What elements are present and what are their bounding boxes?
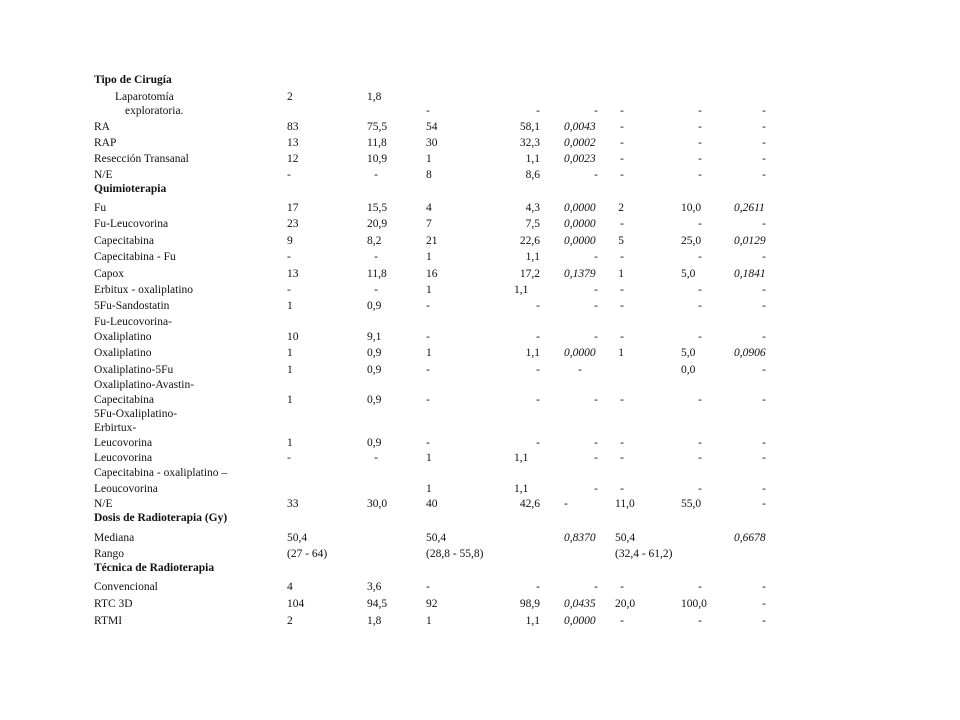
cell-pvalue: 0,8370 xyxy=(564,532,596,544)
cell-n2: 21 xyxy=(426,235,438,247)
cell-n1: 1 xyxy=(287,394,293,406)
row-label: 5Fu-Sandostatin xyxy=(94,300,170,312)
cell-pvalue3: - xyxy=(762,581,766,593)
cell-n3: - xyxy=(620,218,624,230)
cell-p3: 5,0 xyxy=(681,268,696,280)
cell-n3: - xyxy=(620,437,624,449)
cell-pvalue: - xyxy=(594,105,598,117)
cell-n1: 10 xyxy=(287,331,299,343)
cell-pvalue: 0,0000 xyxy=(564,202,596,214)
cell-n2: 1 xyxy=(426,452,432,464)
cell-n3: - xyxy=(620,137,624,149)
cell-n3: - xyxy=(620,452,624,464)
cell-p1: 11,8 xyxy=(367,137,387,149)
cell-pvalue3: - xyxy=(762,483,766,495)
cell-p1: - xyxy=(374,251,378,263)
cell-n1: 13 xyxy=(287,268,299,280)
cell-pvalue3: - xyxy=(762,153,766,165)
cell-p3: - xyxy=(698,437,702,449)
cell-n3: - xyxy=(620,121,624,133)
cell-n1: 1 xyxy=(287,437,293,449)
row-label: N/E xyxy=(94,169,113,181)
cell-pvalue: 0,0000 xyxy=(564,235,596,247)
cell-p3: 25,0 xyxy=(681,235,702,247)
cell-n1: 1 xyxy=(287,364,293,376)
cell-pvalue: - xyxy=(594,394,598,406)
cell-pvalue3: 0,2611 xyxy=(734,202,765,214)
cell-p2: 4,3 xyxy=(525,202,540,214)
cell-p1: 10,9 xyxy=(367,153,388,165)
row-label: 5Fu-Oxaliplatino- xyxy=(94,408,178,420)
cell-n1: - xyxy=(287,169,291,181)
cell-p1: 1,8 xyxy=(367,615,382,627)
cell-p3: 5,0 xyxy=(681,347,696,359)
cell-p2: - xyxy=(536,331,540,343)
cell-p3: - xyxy=(698,153,702,165)
cell-p3: - xyxy=(698,452,702,464)
cell-n3: - xyxy=(620,169,624,181)
cell-pvalue3: - xyxy=(762,137,766,149)
cell-pvalue3: - xyxy=(762,169,766,181)
cell-pvalue: - xyxy=(594,331,598,343)
cell-n1: 2 xyxy=(287,615,293,627)
cell-n2: 1 xyxy=(426,153,432,165)
cell-n3: - xyxy=(620,105,624,117)
cell-p3: - xyxy=(698,300,702,312)
cell-n2: 1 xyxy=(426,284,432,296)
cell-pvalue: - xyxy=(594,483,598,495)
cell-p3: - xyxy=(698,218,702,230)
cell-p1: 8,2 xyxy=(367,235,382,247)
cell-n1: 12 xyxy=(287,153,299,165)
row-label: Capecitabina xyxy=(94,235,155,247)
cell-pvalue: 0,0002 xyxy=(564,137,596,149)
cell-n1: 104 xyxy=(287,598,305,610)
cell-p3: 10,0 xyxy=(681,202,702,214)
cell-n2: 1 xyxy=(426,251,432,263)
row-label-cont: Leoucovorina xyxy=(94,483,158,495)
cell-p2: 22,6 xyxy=(519,235,540,247)
cell-p3: - xyxy=(698,121,702,133)
cell-pvalue: 0,0000 xyxy=(564,218,596,230)
cell-pvalue3: - xyxy=(762,300,766,312)
cell-p1: 0,9 xyxy=(367,300,382,312)
cell-n2: 30 xyxy=(426,137,438,149)
cell-pvalue3: 0,1841 xyxy=(734,268,766,280)
row-label: RTMI xyxy=(94,615,123,627)
cell-p1: 1,8 xyxy=(367,91,382,103)
cell-p1: - xyxy=(374,284,378,296)
cell-pvalue: - xyxy=(594,300,598,312)
cell-n2: - xyxy=(426,105,430,117)
cell-pvalue: 0,0435 xyxy=(564,598,596,610)
cell-p1: - xyxy=(374,169,378,181)
cell-n1: - xyxy=(287,284,291,296)
cell-n3: 1 xyxy=(618,347,624,359)
cell-p1: 94,5 xyxy=(367,598,388,610)
cell-p1: 20,9 xyxy=(367,218,388,230)
cell-pvalue3: - xyxy=(762,121,766,133)
cell-p2: 17,2 xyxy=(519,268,540,280)
cell-p1: 0,9 xyxy=(367,347,382,359)
cell-p2: - xyxy=(536,105,540,117)
cell-n1: 17 xyxy=(287,202,299,214)
cell-p2: - xyxy=(536,394,540,406)
cell-n1: 23 xyxy=(287,218,299,230)
row-label: RTC 3D xyxy=(94,598,133,610)
cell-p2: - xyxy=(536,581,540,593)
cell-p3: - xyxy=(698,284,702,296)
cell-n2: (28,8 - 55,8) xyxy=(426,548,484,560)
cell-n2: 1 xyxy=(426,615,432,627)
cell-n2: 54 xyxy=(426,121,438,133)
cell-p1: 75,5 xyxy=(367,121,388,133)
cell-n1: - xyxy=(287,452,291,464)
cell-n1: 4 xyxy=(287,581,293,593)
cell-pvalue: 0,1379 xyxy=(564,268,596,280)
cell-n1: 2 xyxy=(287,91,293,103)
cell-p2: 1,1 xyxy=(525,615,540,627)
cell-n2: - xyxy=(426,300,430,312)
cell-pvalue3: - xyxy=(762,105,766,117)
cell-pvalue3: - xyxy=(762,364,766,376)
cell-n3: 11,0 xyxy=(615,498,635,510)
cell-pvalue3: - xyxy=(762,331,766,343)
cell-n2: - xyxy=(426,437,430,449)
cell-p2: - xyxy=(536,300,540,312)
cell-n2: 16 xyxy=(426,268,438,280)
cell-n3: - xyxy=(620,284,624,296)
section-title-quimio: Quimioterapia xyxy=(94,183,167,195)
cell-p2: 7,5 xyxy=(525,218,540,230)
cell-n3: - xyxy=(620,251,624,263)
cell-pvalue3: - xyxy=(762,251,766,263)
cell-n3: - xyxy=(620,394,624,406)
row-label: Laparotomía xyxy=(115,91,174,103)
section-title-dosis: Dosis de Radioterapia (Gy) xyxy=(94,512,228,524)
row-label: Capecitabina - Fu xyxy=(94,251,176,263)
cell-n2: 4 xyxy=(426,202,432,214)
cell-p3: - xyxy=(698,169,702,181)
cell-n3: - xyxy=(620,615,624,627)
cell-pvalue: 0,0000 xyxy=(564,615,596,627)
row-label: Fu xyxy=(94,202,107,214)
cell-pvalue: - xyxy=(594,251,598,263)
row-label: Fu-Leucovorina- xyxy=(94,316,172,328)
row-label: Capecitabina - oxaliplatino – xyxy=(94,467,228,479)
cell-n1: 1 xyxy=(287,347,293,359)
cell-n3: 1 xyxy=(618,268,624,280)
cell-p1: 30,0 xyxy=(367,498,388,510)
cell-p2: - xyxy=(536,437,540,449)
row-label: RAP xyxy=(94,137,117,149)
cell-p3: - xyxy=(698,615,702,627)
cell-p1: 0,9 xyxy=(367,394,382,406)
cell-n2: 8 xyxy=(426,169,432,181)
row-label: Mediana xyxy=(94,532,135,544)
cell-pvalue3: - xyxy=(762,452,766,464)
cell-p3: - xyxy=(698,137,702,149)
row-label: Oxaliplatino-Avastin- xyxy=(94,379,195,391)
row-label-cont: Capecitabina xyxy=(94,394,155,406)
cell-p3: 55,0 xyxy=(681,498,702,510)
cell-p1: 0,9 xyxy=(367,364,382,376)
cell-n2: - xyxy=(426,581,430,593)
cell-pvalue: - xyxy=(578,364,582,376)
cell-p1: - xyxy=(374,452,378,464)
cell-n2: 50,4 xyxy=(426,532,447,544)
row-label-cont: exploratoria. xyxy=(125,105,184,117)
cell-n3: (32,4 - 61,2) xyxy=(615,548,673,560)
cell-p2: 8,6 xyxy=(525,169,540,181)
row-label: Leucovorina xyxy=(94,452,153,464)
cell-p3: - xyxy=(698,394,702,406)
cell-n1: 83 xyxy=(287,121,299,133)
cell-p2: 1,1 xyxy=(525,347,540,359)
cell-p3: 0,0 xyxy=(681,364,696,376)
cell-p1: 9,1 xyxy=(367,331,382,343)
cell-n3: 50,4 xyxy=(615,532,636,544)
cell-n1: 33 xyxy=(287,498,299,510)
row-label: N/E xyxy=(94,498,113,510)
cell-n1: 50,4 xyxy=(287,532,308,544)
cell-p1: 15,5 xyxy=(367,202,388,214)
cell-pvalue3: - xyxy=(762,615,766,627)
cell-pvalue: - xyxy=(564,498,568,510)
cell-p2: 98,9 xyxy=(519,598,540,610)
cell-n3: - xyxy=(620,581,624,593)
cell-p2: 1,1 xyxy=(514,452,529,464)
cell-n2: - xyxy=(426,394,430,406)
cell-pvalue3: - xyxy=(762,598,766,610)
cell-p3: - xyxy=(698,581,702,593)
row-label: Convencional xyxy=(94,581,158,593)
cell-p2: 42,6 xyxy=(519,498,540,510)
cell-pvalue: - xyxy=(594,452,598,464)
row-label-cont: Oxaliplatino xyxy=(94,331,152,343)
cell-pvalue3: - xyxy=(762,284,766,296)
row-label: Erbitux - oxaliplatino xyxy=(94,284,194,296)
row-label: Oxaliplatino xyxy=(94,347,152,359)
cell-n2: - xyxy=(426,331,430,343)
cell-n2: 92 xyxy=(426,598,438,610)
cell-n1: 1 xyxy=(287,300,293,312)
cell-p1: 0,9 xyxy=(367,437,382,449)
section-title-cirugia: Tipo de Cirugía xyxy=(94,74,172,86)
cell-p2: 58,1 xyxy=(519,121,540,133)
cell-pvalue3: - xyxy=(762,437,766,449)
cell-pvalue: 0,0000 xyxy=(564,347,596,359)
cell-pvalue: 0,0023 xyxy=(564,153,596,165)
cell-pvalue: - xyxy=(594,284,598,296)
row-label-cont: Leucovorina xyxy=(94,437,153,449)
cell-pvalue3: 0,0906 xyxy=(734,347,766,359)
cell-n1: 13 xyxy=(287,137,299,149)
cell-n1: (27 - 64) xyxy=(287,548,328,560)
cell-pvalue3: - xyxy=(762,498,766,510)
cell-n2: - xyxy=(426,364,430,376)
cell-pvalue: - xyxy=(594,169,598,181)
cell-p2: 32,3 xyxy=(519,137,540,149)
row-label: RA xyxy=(94,121,110,133)
cell-p3: - xyxy=(698,483,702,495)
cell-n1: - xyxy=(287,251,291,263)
cell-p1: 3,6 xyxy=(367,581,382,593)
cell-p1: 11,8 xyxy=(367,268,387,280)
cell-n3: 5 xyxy=(618,235,624,247)
cell-p2: - xyxy=(536,364,540,376)
row-label: Capox xyxy=(94,268,125,280)
cell-n2: 7 xyxy=(426,218,432,230)
cell-pvalue3: 0,6678 xyxy=(734,532,766,544)
cell-n3: 2 xyxy=(618,202,624,214)
cell-p2: 1,1 xyxy=(525,251,540,263)
cell-p3: 100,0 xyxy=(681,598,707,610)
cell-n2: 1 xyxy=(426,347,432,359)
row-label: Rango xyxy=(94,548,125,560)
cell-p3: - xyxy=(698,331,702,343)
row-label-cont: Erbirtux- xyxy=(94,422,137,434)
cell-n3: - xyxy=(620,153,624,165)
cell-p2: 1,1 xyxy=(514,284,529,296)
row-label: Fu-Leucovorina xyxy=(94,218,169,230)
cell-pvalue3: - xyxy=(762,218,766,230)
cell-n3: - xyxy=(620,483,624,495)
cell-n2: 1 xyxy=(426,483,432,495)
cell-n1: 9 xyxy=(287,235,293,247)
section-title-tecnica: Técnica de Radioterapia xyxy=(94,562,215,574)
cell-pvalue3: - xyxy=(762,394,766,406)
cell-p2: 1,1 xyxy=(525,153,540,165)
row-label: Oxaliplatino-5Fu xyxy=(94,364,174,376)
cell-p2: 1,1 xyxy=(514,483,529,495)
cell-pvalue: - xyxy=(594,581,598,593)
cell-n2: 40 xyxy=(426,498,438,510)
cell-n3: - xyxy=(620,331,624,343)
cell-p3: - xyxy=(698,251,702,263)
cell-pvalue: - xyxy=(594,437,598,449)
cell-p3: - xyxy=(698,105,702,117)
row-label: Resección Transanal xyxy=(94,153,189,165)
cell-pvalue3: 0,0129 xyxy=(734,235,766,247)
cell-pvalue: 0,0043 xyxy=(564,121,596,133)
cell-n3: 20,0 xyxy=(615,598,636,610)
cell-n3: - xyxy=(620,300,624,312)
